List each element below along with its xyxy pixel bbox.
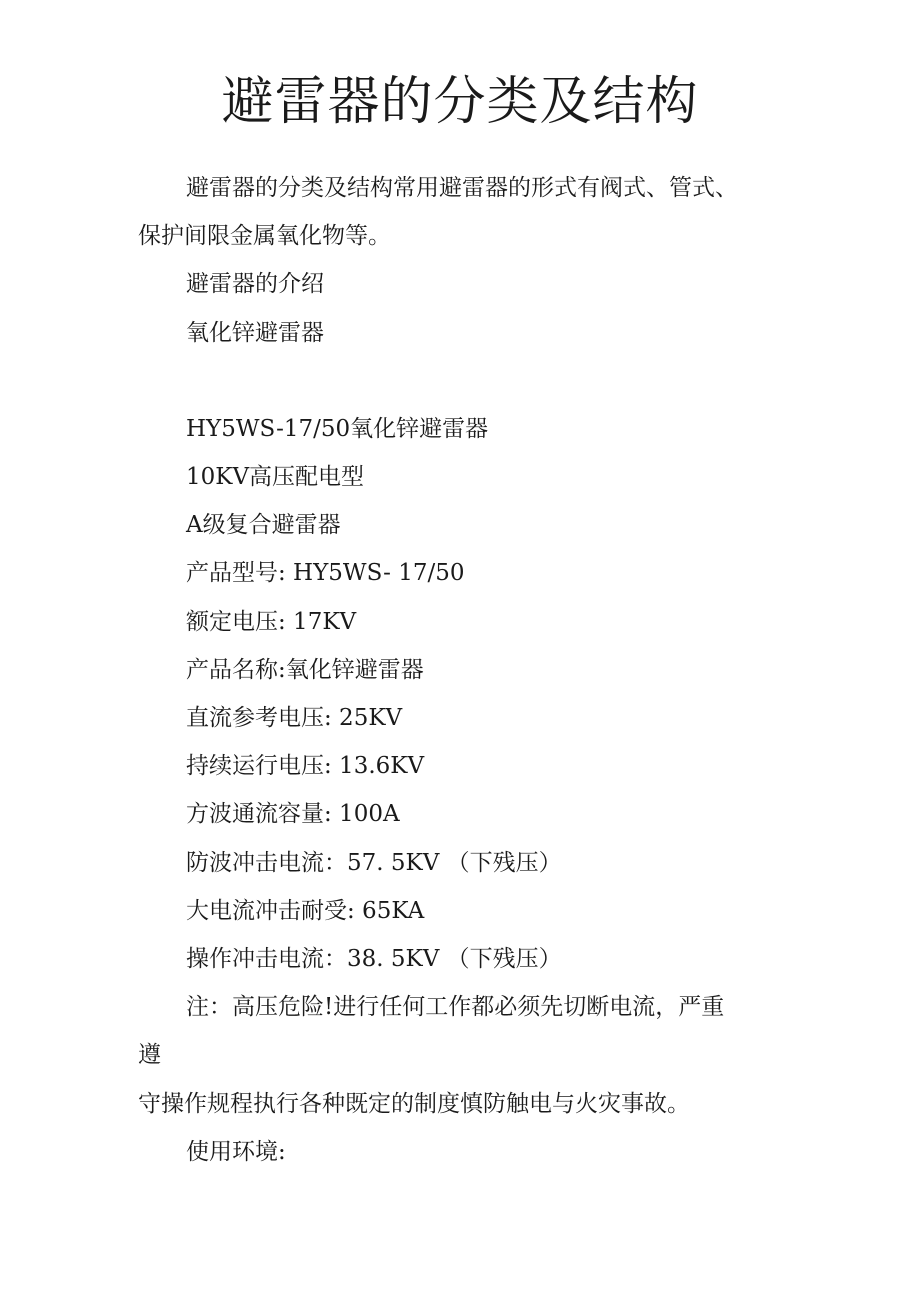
blank-line [138,357,778,405]
intro-paragraph-line-1: 避雷器的分类及结构常用避雷器的形式有阀式、管式、 [186,175,738,201]
spec-wave-impulse-current: 防波冲击电流：57. 5KV （下残压） [186,849,562,876]
spec-switching-impulse-current: 操作冲击电流：38. 5KV （下残压） [186,946,562,973]
heading-zinc-oxide-arrester: 氧化锌避雷器 [186,319,324,346]
spec-product-model: 产品型号: HY5WS- 17/50 [186,560,465,587]
spec-high-current-withstand: 大电流冲击耐受: 65KA [186,897,425,924]
spec-square-wave-capacity: 方波通流容量: 100A [186,801,400,828]
intro-paragraph-line-2: 保护间限金属氧化物等。 [138,223,391,250]
warning-line-3: 守操作规程执行各种既定的制度慎防触电与火灾事故。 [138,1090,690,1117]
warning-line-1: 注：高压危险!进行任何工作都必须先切断电流，严重 [186,994,725,1021]
model-line: HY5WS-17/50氧化锌避雷器 [186,415,489,442]
warning-line-2: 遵 [138,1042,161,1069]
document-body [138,164,778,1176]
heading-arrester-intro: 避雷器的介绍 [186,271,324,298]
spec-rated-voltage: 额定电压: 17KV [186,608,357,635]
environment-label: 使用环境: [186,1138,286,1165]
spec-dc-reference-voltage: 直流参考电压: 25KV [186,705,403,732]
class-line: A级复合避雷器 [186,512,341,539]
document-title: 避雷器的分类及结构 [221,72,699,132]
spec-continuous-operating-voltage: 持续运行电压: 13.6KV [186,753,425,780]
spec-product-name: 产品名称:氧化锌避雷器 [186,656,424,683]
type-line: 10KV高压配电型 [186,464,365,491]
